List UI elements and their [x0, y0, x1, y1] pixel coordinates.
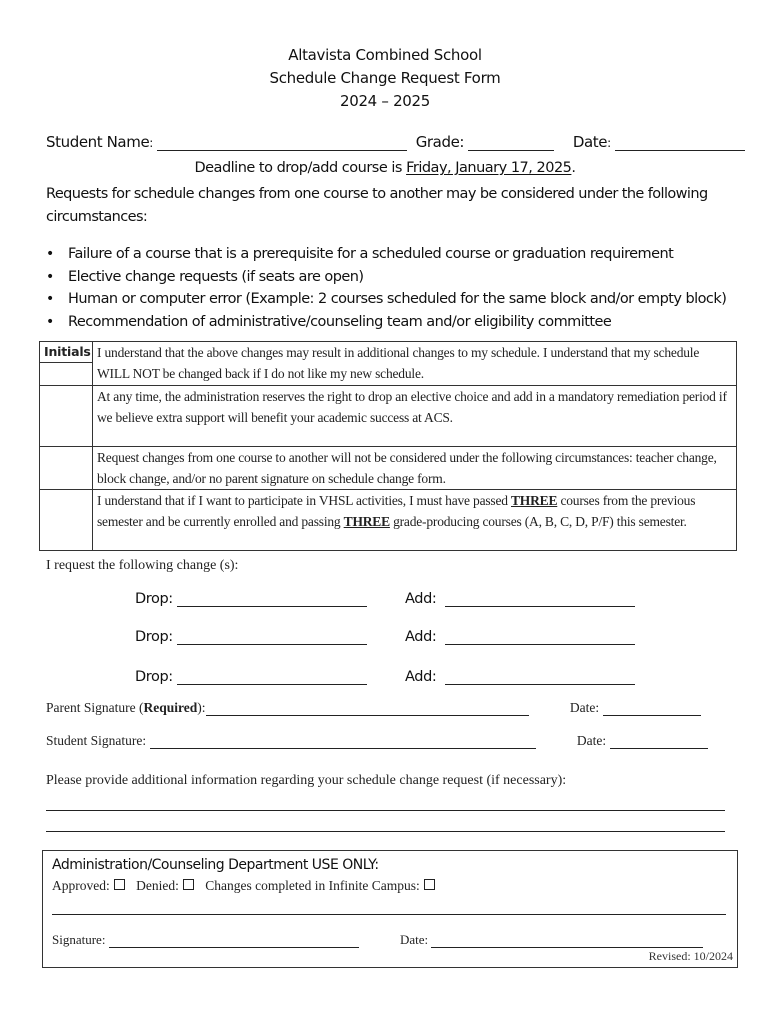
grade-field[interactable]	[468, 136, 554, 151]
parent-date-field[interactable]	[603, 702, 701, 716]
date-label: Date:	[576, 733, 607, 748]
vhsl-text-c: grade-producing courses (A, B, C, D, P/F) this semester.	[389, 513, 687, 529]
table-row	[40, 342, 737, 386]
approved-checkbox[interactable]	[114, 879, 125, 890]
date-label: Date	[572, 133, 608, 151]
denied-checkbox[interactable]	[183, 879, 194, 890]
list-item: • Recommendation of administrative/counseling team and/or eligibility committee	[46, 311, 746, 334]
parent-signature-label-end: ):	[197, 700, 206, 715]
acknowledgement-text	[93, 490, 737, 551]
drop-label: Drop:	[135, 669, 173, 685]
list-item: • Failure of a course that is a prerequisite for a scheduled course or graduation requirement	[46, 243, 746, 266]
drop-label: Drop:	[135, 591, 173, 607]
change-row-3	[135, 669, 645, 685]
revision-note: Revised: 10/2024	[648, 949, 733, 963]
student-date-field[interactable]	[610, 735, 708, 749]
additional-info-line[interactable]	[46, 831, 725, 832]
student-signature-label: Student Signature:	[46, 733, 147, 748]
vhsl-text-b: courses from the previous semester and be currently enrolled and passing	[97, 493, 696, 529]
student-info-line: Student Name: Grade: Date:	[46, 133, 736, 151]
student-signature-field[interactable]	[150, 735, 536, 749]
emphasis-three: THREE	[511, 493, 558, 508]
completed-label: Changes completed in Infinite Campus:	[205, 878, 420, 893]
add-field[interactable]	[445, 630, 635, 645]
grade-label: Grade:	[415, 133, 465, 151]
initials-cell[interactable]	[40, 447, 93, 490]
table-row	[40, 386, 737, 447]
additional-info-label: Please provide additional information regarding your schedule change request (if necessary):	[46, 773, 567, 788]
add-label: Add:	[405, 669, 437, 685]
add-field[interactable]	[445, 670, 635, 685]
initials-cell[interactable]	[40, 386, 93, 447]
initials-cell[interactable]	[40, 490, 93, 551]
parent-signature-row	[46, 700, 736, 716]
admin-title: Administration/Counseling Department USE ONLY:	[52, 857, 379, 873]
student-name-field[interactable]	[157, 136, 407, 151]
parent-signature-label: Parent Signature (	[46, 700, 144, 715]
admin-notes-line[interactable]	[52, 914, 726, 915]
acknowledgement-text: I understand that the above changes may result in additional changes to my schedule. I understand that my schedule WILL NOT be changed back if I do not like my new schedule.	[93, 342, 737, 386]
parent-signature-field[interactable]	[206, 702, 529, 716]
additional-info-line[interactable]	[46, 810, 725, 811]
add-label: Add:	[405, 591, 437, 607]
request-label: I request the following change (s):	[46, 558, 239, 573]
completed-checkbox[interactable]	[424, 879, 435, 890]
school-year: 2024 – 2025	[339, 92, 431, 110]
add-field[interactable]	[445, 592, 635, 607]
table-row	[40, 490, 737, 551]
vhsl-text-a: I understand that if I want to participate in VHSL activities, I must have passed	[97, 493, 511, 508]
approved-label: Approved:	[52, 878, 110, 893]
admin-signature-row	[52, 932, 703, 948]
admin-options	[52, 878, 443, 894]
acknowledgement-table	[39, 341, 737, 551]
initials-box	[40, 363, 92, 385]
emphasis-three: THREE	[343, 513, 390, 529]
drop-label: Drop:	[135, 629, 173, 645]
admin-signature-label: Signature:	[52, 932, 106, 947]
date-label: Date:	[569, 700, 600, 715]
table-row	[40, 447, 737, 490]
deadline-date: Friday, January 17, 2025	[406, 160, 572, 176]
change-row-2	[135, 629, 645, 645]
list-item: • Elective change requests (if seats are open)	[46, 266, 746, 289]
date-field[interactable]	[615, 136, 745, 151]
student-name-label: Student Name	[46, 133, 150, 151]
drop-field[interactable]	[177, 592, 367, 607]
intro-text: Requests for schedule changes from one course to another may be considered under the following circumstances:	[46, 186, 708, 225]
admin-use-only-box	[42, 850, 738, 968]
form-title: Schedule Change Request Form	[269, 69, 501, 87]
school-name: Altavista Combined School	[288, 46, 482, 64]
circumstances-list	[46, 243, 746, 333]
deadline-prefix: Deadline to drop/add course is	[194, 160, 407, 176]
deadline-suffix: .	[571, 160, 576, 176]
add-label: Add:	[405, 629, 437, 645]
admin-date-label: Date:	[399, 932, 429, 947]
deadline-notice	[0, 160, 770, 176]
student-signature-row	[46, 733, 736, 749]
drop-field[interactable]	[177, 630, 367, 645]
change-row-1	[135, 591, 645, 607]
denied-label: Denied:	[136, 878, 179, 893]
admin-signature-field[interactable]	[109, 935, 359, 948]
initials-cell[interactable]	[40, 342, 93, 386]
list-item: • Human or computer error (Example: 2 courses scheduled for the same block and/or empty block)	[46, 288, 746, 311]
acknowledgement-text: At any time, the administration reserves the right to drop an elective choice and add in a mandatory remediation period if we believe extra support will benefit your academic success at ACS.	[93, 386, 737, 447]
initials-header: Initials	[40, 342, 92, 363]
acknowledgement-text: Request changes from one course to another will not be considered under the following circumstances: teacher change, block change, and/or no parent signature on schedule change form.	[93, 447, 737, 490]
admin-date-field[interactable]	[431, 935, 703, 948]
drop-field[interactable]	[177, 670, 367, 685]
form-header	[0, 44, 770, 113]
required-label: Required	[143, 700, 198, 715]
